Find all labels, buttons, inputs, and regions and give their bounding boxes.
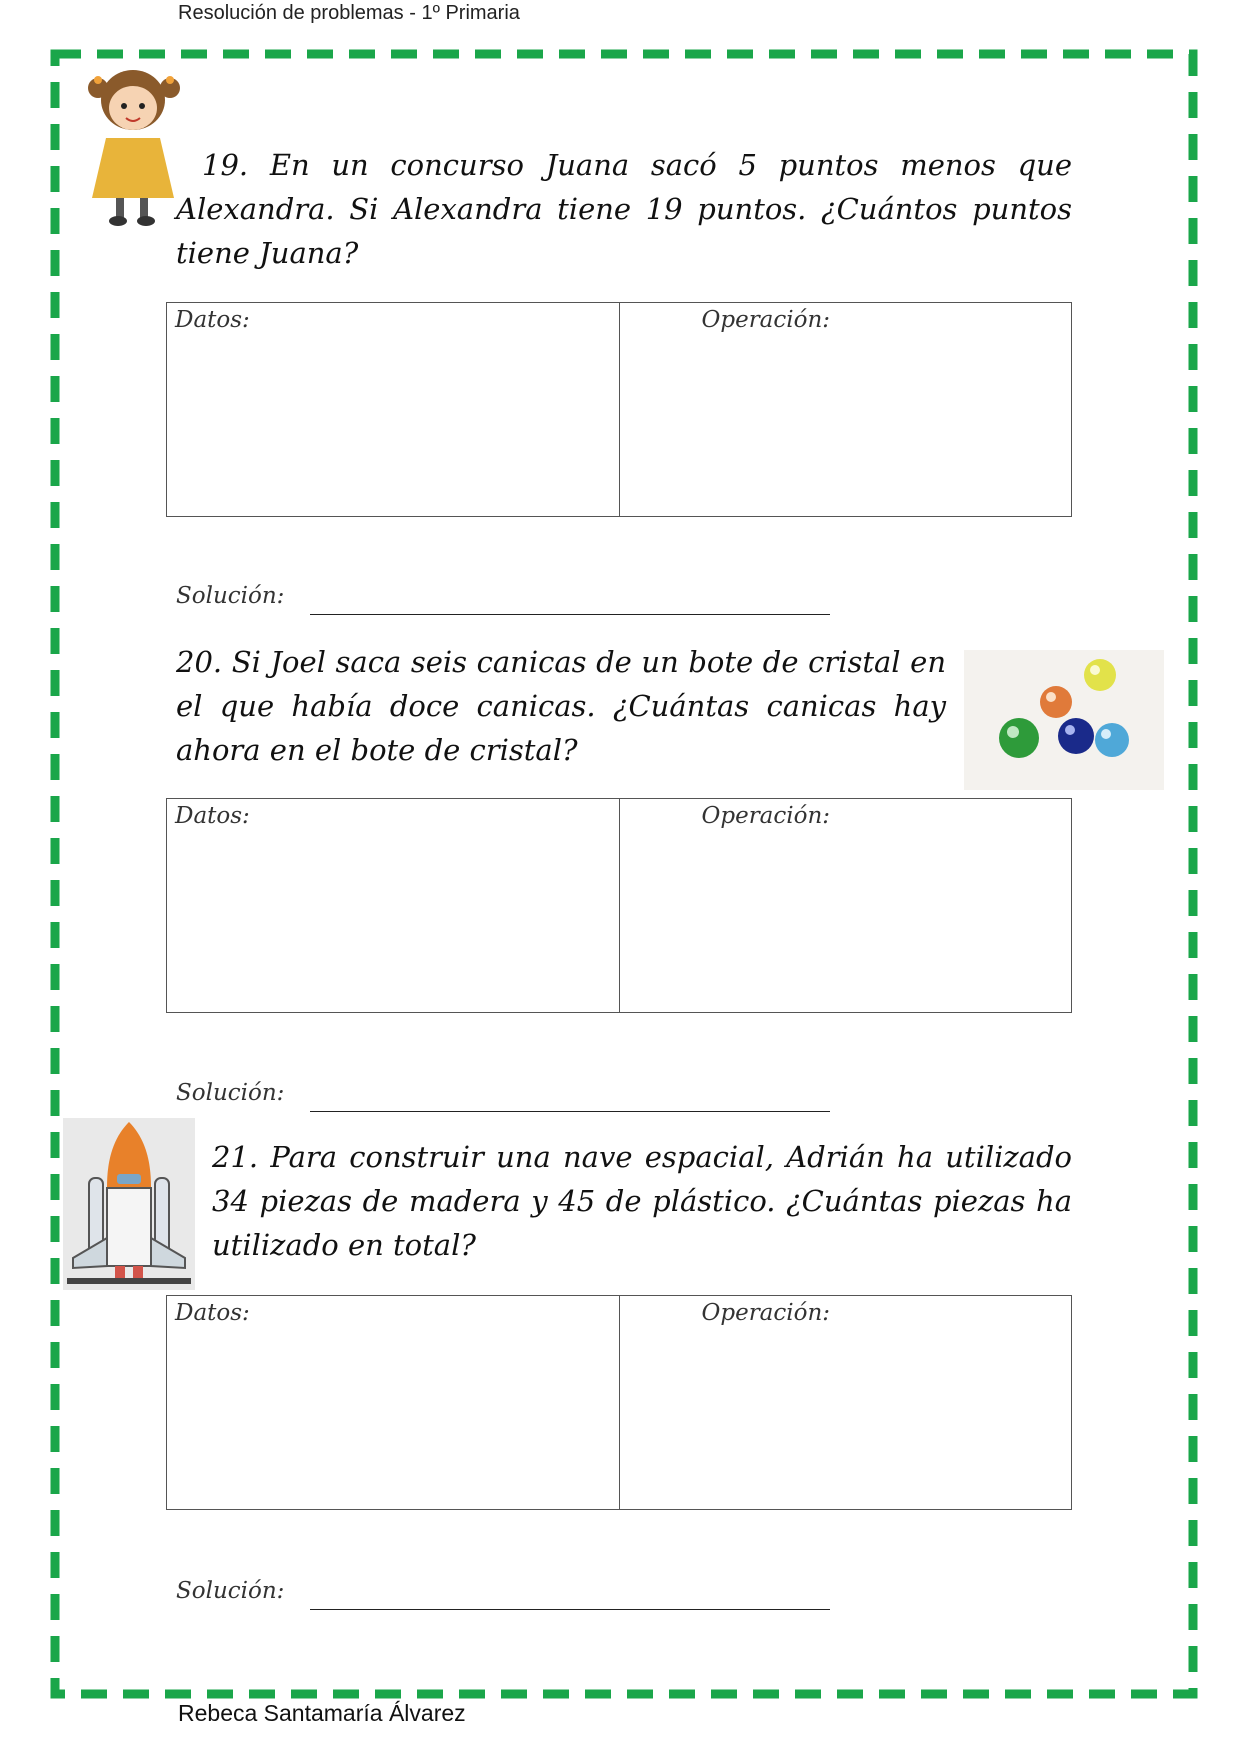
marbles-illustration [964, 650, 1164, 790]
page-header: Resolución de problemas - 1º Primaria [178, 2, 520, 24]
problem-20-answer-table [166, 798, 1072, 1013]
datos-cell[interactable] [167, 799, 619, 1012]
operacion-label: Operación: [701, 307, 831, 333]
operacion-label: Operación: [701, 1300, 831, 1326]
problem-19-solution-line[interactable] [310, 590, 830, 615]
problem-21-text: 21. Para construir una nave espacial, Adrián ha utilizado 34 piezas de madera y 45 de plástico. ¿Cuántas piezas ha utilizado en total? [212, 1140, 1072, 1262]
problem-20-text: 20. Si Joel saca seis canicas de un bote de cristal en el que había doce canicas. ¿Cuántas canicas hay ahora en el bote de cristal? [176, 645, 946, 767]
datos-label: Datos: [175, 1300, 250, 1326]
problem-19-text: 19. En un concurso Juana sacó 5 puntos menos que Alexandra. Si Alexandra tiene 19 puntos. ¿Cuántos puntos tiene Juana? [176, 148, 1072, 270]
problem-20-solution-line[interactable] [310, 1087, 830, 1112]
datos-cell[interactable] [167, 303, 619, 516]
girl-illustration [78, 58, 188, 228]
datos-cell[interactable] [167, 1296, 619, 1509]
datos-label: Datos: [175, 307, 250, 333]
problem-19-answer-table [166, 302, 1072, 517]
page-footer-author: Rebeca Santamaría Álvarez [178, 1700, 466, 1726]
problem-19-solucion-label: Solución: [176, 583, 285, 609]
problem-21-solution-line[interactable] [310, 1585, 830, 1610]
problem-20-solucion-label: Solución: [176, 1080, 285, 1106]
operacion-cell[interactable] [619, 303, 1072, 516]
datos-label: Datos: [175, 803, 250, 829]
operacion-label: Operación: [701, 803, 831, 829]
operacion-cell[interactable] [619, 799, 1072, 1012]
operacion-cell[interactable] [619, 1296, 1072, 1509]
problem-21-answer-table [166, 1295, 1072, 1510]
space-shuttle-illustration [63, 1118, 195, 1290]
problem-21-solucion-label: Solución: [176, 1578, 285, 1604]
